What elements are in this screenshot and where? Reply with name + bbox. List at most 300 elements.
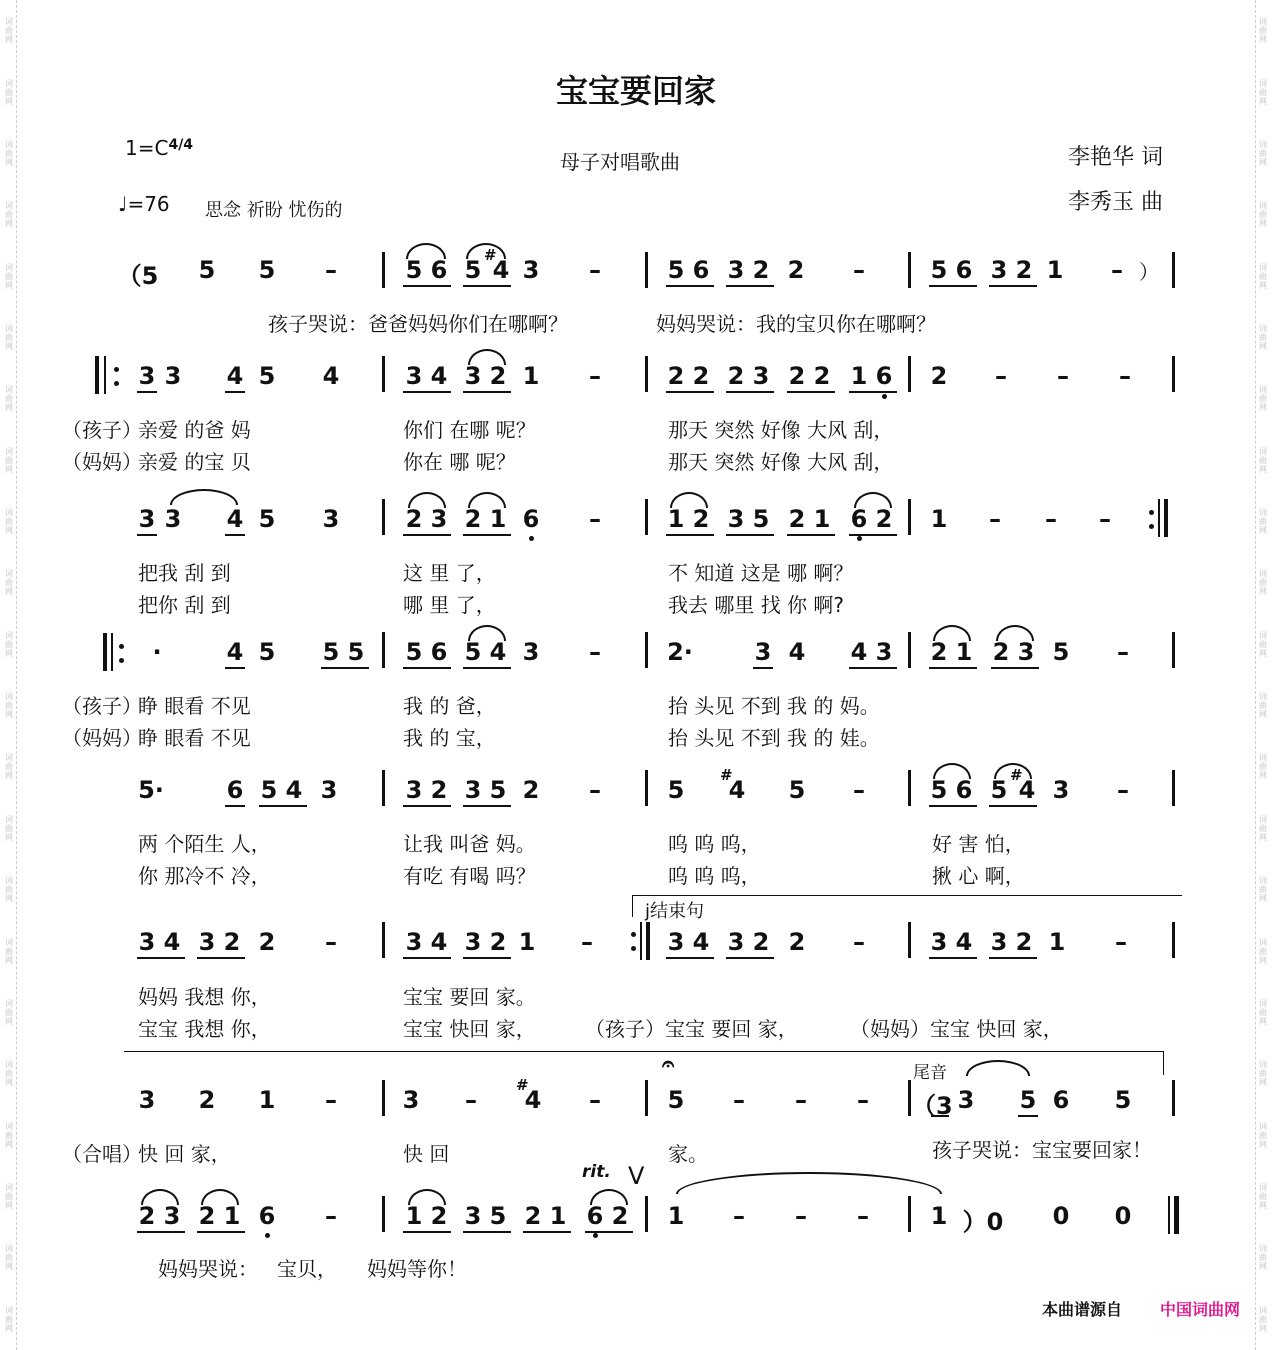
note: 2 (430, 1202, 448, 1230)
barline (382, 770, 385, 806)
slur (994, 763, 1032, 779)
barline (382, 499, 385, 535)
note: 3 (1017, 638, 1035, 666)
note: 2 (788, 505, 806, 533)
repeat-end-barline (1158, 499, 1160, 537)
lyric-line: 宝宝 我想 你， (138, 1017, 271, 1041)
note: 4 (788, 638, 806, 666)
ending-bracket (632, 895, 633, 917)
note: – (1099, 505, 1111, 533)
composer-credit: 李秀玉 曲 (1068, 190, 1163, 215)
lyric-line: 睁 眼看 不见 (138, 726, 251, 750)
underline (197, 1231, 245, 1233)
note: 3 (138, 1086, 156, 1114)
note: 2 (405, 505, 423, 533)
lyric-line: 我去 哪里 找 你 啊? (668, 593, 845, 617)
repeat-end-barline (640, 922, 642, 960)
note: 5 (930, 256, 948, 284)
barline (645, 632, 648, 668)
underline (929, 957, 977, 959)
barline (1172, 922, 1175, 958)
label-child: （孩子） (62, 694, 142, 718)
note: 4 (430, 928, 448, 956)
note: 2 (930, 638, 948, 666)
barline (645, 1196, 648, 1232)
note: 2 (524, 1202, 542, 1230)
underline (321, 667, 369, 669)
repeat-start-barline (95, 356, 99, 394)
underline (137, 957, 185, 959)
underline (463, 805, 511, 807)
underline (463, 957, 511, 959)
barline (908, 632, 911, 668)
slur (854, 492, 892, 508)
repeat-dot (119, 658, 124, 663)
note: 3 (405, 776, 423, 804)
lyric-line: 把我 刮 到 (138, 561, 231, 585)
note: 6 (692, 256, 710, 284)
note: – (795, 1202, 807, 1230)
note: 5 (990, 776, 1008, 804)
breath-mark-icon: V (628, 1162, 645, 1190)
underline (137, 534, 157, 536)
underline (666, 285, 714, 287)
barline (908, 1080, 911, 1116)
barline (1172, 632, 1175, 668)
note: 3 (667, 928, 685, 956)
source-site-link[interactable]: 中国词曲网 (1159, 1300, 1240, 1319)
tempo-marking: ♩=76 (118, 192, 170, 216)
underline (225, 805, 245, 807)
subtitle: 母子对唱歌曲 (560, 150, 680, 174)
underline (991, 667, 1039, 669)
repeat-dot (1149, 510, 1154, 515)
note: 1 (489, 505, 507, 533)
slur (466, 243, 506, 259)
note: – (589, 362, 601, 390)
underline (403, 285, 451, 287)
slur (170, 489, 238, 505)
lyric-line: （妈妈）宝宝 快回 家， (850, 1017, 1063, 1041)
note: 2 (138, 1202, 156, 1230)
slur (933, 625, 971, 641)
lyric-line: 有吃 有喝 吗？ (403, 864, 536, 888)
note: – (589, 505, 601, 533)
spoken-intro-mother: 妈妈哭说：我的宝贝你在哪啊？ (656, 312, 936, 336)
note: 1 (930, 505, 948, 533)
barline (645, 1080, 648, 1116)
note: 3 (138, 362, 156, 390)
barline (382, 356, 385, 392)
lower-octave-dot (529, 536, 534, 541)
note: 3 (752, 362, 770, 390)
note: 5 (258, 505, 276, 533)
underline (225, 534, 245, 536)
lyric-line: 宝宝 快回 家， (403, 1017, 536, 1041)
note: 6 (955, 256, 973, 284)
note: （3 (912, 1092, 953, 1120)
note: – (1117, 638, 1129, 666)
note: 3 (164, 362, 182, 390)
lyric-line: 妈妈 我想 你， (138, 985, 271, 1009)
note: 6 (430, 638, 448, 666)
note: 2 (430, 776, 448, 804)
repeat-dot (119, 644, 124, 649)
note: 2 (489, 928, 507, 956)
slur (408, 492, 446, 508)
note: 3 (727, 505, 745, 533)
label-mother: （妈妈） (62, 726, 142, 750)
note: 6 (1052, 1086, 1070, 1114)
underline (585, 1231, 633, 1233)
underline (403, 391, 451, 393)
barline (645, 499, 648, 535)
note: 1 (813, 505, 831, 533)
underline (403, 667, 451, 669)
lyric-line: 我 的 宝， (403, 726, 496, 750)
slur (590, 1189, 628, 1205)
slur (966, 1060, 1030, 1076)
lyric-line: 你 那冷不 冷， (138, 864, 271, 888)
lyric-line: 抬 头见 不到 我 的 娃。 (668, 726, 880, 750)
note: 5 (260, 776, 278, 804)
note: 3 (464, 928, 482, 956)
lyric-line: 哪 里 了， (403, 593, 496, 617)
note: · (152, 638, 162, 666)
lyric-line: 抬 头见 不到 我 的 妈。 (668, 694, 880, 718)
note: 6 (586, 1202, 604, 1230)
note: – (733, 1202, 745, 1230)
lyric-line: 好 害 怕， (932, 832, 1025, 856)
note: – (325, 1202, 337, 1230)
underline (463, 1231, 511, 1233)
note: 1 (405, 1202, 423, 1230)
note: 2 (223, 928, 241, 956)
slur (933, 763, 971, 779)
sharp-icon: # (720, 766, 733, 784)
underline (666, 391, 714, 393)
barline (908, 252, 911, 288)
ending-bracket (632, 895, 1182, 896)
note: ）0 (962, 1208, 1004, 1236)
note: 2 (813, 362, 831, 390)
underline (931, 1115, 949, 1117)
note: 5 (667, 1086, 685, 1114)
label-chorus: （合唱） (62, 1142, 142, 1166)
underline (463, 391, 511, 393)
slur (201, 1189, 239, 1205)
note: 5 (930, 776, 948, 804)
lyric-line: 不 知道 这是 哪 啊？ (668, 561, 854, 585)
note: 5 (198, 256, 216, 284)
sharp-icon: # (516, 1076, 529, 1094)
underline (225, 667, 245, 669)
note: 2 (692, 362, 710, 390)
lyricist-credit: 李艳华 词 (1068, 145, 1163, 170)
note: 2 (258, 928, 276, 956)
underline (849, 391, 897, 393)
underline (849, 667, 897, 669)
spoken-outro-mother: 妈妈等你！ (367, 1257, 467, 1281)
sharp-icon: # (484, 246, 497, 264)
note: – (1045, 505, 1057, 533)
note: 2 (522, 776, 540, 804)
note: 3 (464, 1202, 482, 1230)
note: 5 (347, 638, 365, 666)
note: 3 (405, 928, 423, 956)
note: – (1117, 776, 1129, 804)
underline (726, 391, 774, 393)
note: 2 (930, 362, 948, 390)
note: 1 (850, 362, 868, 390)
underline (463, 667, 511, 669)
note: 2 (752, 256, 770, 284)
barline (908, 1196, 911, 1232)
note: 5 (405, 638, 423, 666)
note: 3 (727, 928, 745, 956)
spoken-intro-child: 孩子哭说：爸爸妈妈你们在哪啊？ (268, 312, 568, 336)
note: 3 (957, 1086, 975, 1114)
note: – (853, 776, 865, 804)
underline (463, 285, 511, 287)
note: 2 (1015, 256, 1033, 284)
note: – (589, 776, 601, 804)
note: – (795, 1086, 807, 1114)
note: 4 (728, 776, 746, 804)
note: – (1119, 362, 1131, 390)
barline (1172, 770, 1175, 806)
barline (645, 770, 648, 806)
note: 0 (1114, 1202, 1132, 1230)
note: 5 (667, 776, 685, 804)
repeat-dot (631, 932, 636, 937)
spoken-outro-mother: 妈妈哭说： (158, 1257, 258, 1281)
note: 4 (692, 928, 710, 956)
underline (726, 285, 774, 287)
slur (141, 1189, 179, 1205)
barline (382, 922, 385, 958)
note: 0 (1052, 1202, 1070, 1230)
note: 2 (198, 1202, 216, 1230)
note: 2 (788, 362, 806, 390)
note: – (465, 1086, 477, 1114)
note: 4 (524, 1086, 542, 1114)
lyric-line: 这 里 了， (403, 561, 496, 585)
underline (929, 805, 977, 807)
note: 5 (1052, 638, 1070, 666)
note: 5· (138, 776, 164, 804)
note: 6 (258, 1202, 276, 1230)
underline (753, 667, 773, 669)
lyric-line: 呜 呜 呜， (668, 832, 761, 856)
note: 4 (322, 362, 340, 390)
barline (382, 1080, 385, 1116)
underline (666, 957, 714, 959)
note: 4 (850, 638, 868, 666)
note: 3 (522, 256, 540, 284)
underline (403, 805, 451, 807)
slur (468, 625, 506, 641)
slur (408, 1189, 446, 1205)
final-barline (1174, 1196, 1179, 1234)
note: 3 (990, 256, 1008, 284)
note: 4 (226, 638, 244, 666)
lyric-line: 把你 刮 到 (138, 593, 231, 617)
note: 4 (489, 638, 507, 666)
underline (259, 805, 307, 807)
note: – (581, 928, 593, 956)
note: 6 (522, 505, 540, 533)
lyric-line: 两 个陌生 人， (138, 832, 271, 856)
lyric-line: 家。 (668, 1142, 708, 1166)
note: 2 (489, 362, 507, 390)
note: 3 (322, 505, 340, 533)
sharp-icon: # (1010, 766, 1023, 784)
note: 2 (692, 505, 710, 533)
note: 3 (402, 1086, 420, 1114)
underline (726, 534, 774, 536)
expression-marking: 思念 祈盼 忧伤的 (205, 200, 343, 221)
underline (989, 285, 1037, 287)
lyric-line: 让我 叫爸 妈。 (403, 832, 536, 856)
note: 1 (1046, 256, 1064, 284)
note: 2 (787, 256, 805, 284)
note: – (1111, 256, 1123, 284)
note: – (589, 1086, 601, 1114)
tie (676, 1172, 942, 1194)
note: – (325, 928, 337, 956)
slur (468, 492, 506, 508)
barline (382, 252, 385, 288)
lyric-line: 快 回 家， (138, 1142, 231, 1166)
underline (989, 805, 1037, 807)
underline (225, 391, 245, 393)
note: – (853, 928, 865, 956)
note: 2 (464, 505, 482, 533)
note: （5 (117, 262, 159, 290)
final-barline (1168, 1196, 1170, 1234)
rit-marking: rit. (582, 1162, 611, 1182)
lower-octave-dot (882, 394, 887, 399)
note: 2 (752, 928, 770, 956)
note: 3 (163, 1202, 181, 1230)
note: 3 (522, 638, 540, 666)
note: – (857, 1086, 869, 1114)
note: 3 (727, 256, 745, 284)
note: 1 (223, 1202, 241, 1230)
barline (908, 922, 911, 958)
barline (1172, 356, 1175, 392)
repeat-dot (1149, 524, 1154, 529)
paren-close: ） (1139, 260, 1159, 284)
repeat-dot (114, 367, 119, 372)
lyric-line: （孩子）宝宝 要回 家， (585, 1017, 798, 1041)
note: – (325, 1086, 337, 1114)
note: 1 (667, 1202, 685, 1230)
note: 1 (522, 362, 540, 390)
key-signature: $1=C^{4/4}$ (125, 136, 194, 160)
lyric-line: 快 回 (403, 1142, 450, 1166)
note: – (589, 638, 601, 666)
lyric-line: 宝宝 要回 家。 (403, 985, 536, 1009)
repeat-end-barline (646, 922, 650, 960)
note: 4 (163, 928, 181, 956)
time-signature: 4/4 (168, 137, 194, 153)
note: 6 (850, 505, 868, 533)
barline (908, 499, 911, 535)
note: 3 (464, 776, 482, 804)
note: 1 (930, 1202, 948, 1230)
note: 3 (405, 362, 423, 390)
note: 5 (405, 256, 423, 284)
watermark-strip-right: 词曲网 词曲网 词曲网 词曲网 词曲网 词曲网 词曲网 词曲网 词曲网 词曲网 词曲网 词曲网 词曲网 词曲网 词曲网 词曲网 词曲网 词曲网 词曲网 词曲网 词曲网 词曲网 (1255, 0, 1270, 1350)
barline (382, 1196, 385, 1232)
barline (645, 356, 648, 392)
lyric-line: 那天 突然 好像 大风 刮， (668, 450, 894, 474)
note: 5 (322, 638, 340, 666)
note: 2 (992, 638, 1010, 666)
underline (849, 534, 897, 536)
note: 5 (788, 776, 806, 804)
lyric-line: 你们 在哪 呢？ (403, 418, 536, 442)
note: 1 (1048, 928, 1066, 956)
note: 3 (1052, 776, 1070, 804)
note: 1 (549, 1202, 567, 1230)
lyric-line: 亲爱 的宝 贝 (138, 450, 251, 474)
barline (908, 356, 911, 392)
note: – (1115, 928, 1127, 956)
note: – (995, 362, 1007, 390)
note: 4 (492, 256, 510, 284)
repeat-start-barline (111, 633, 113, 671)
note: 5 (258, 256, 276, 284)
note: 5 (1019, 1086, 1037, 1114)
note: 6 (226, 776, 244, 804)
note: 3 (754, 638, 772, 666)
underline (523, 1231, 571, 1233)
spoken-outro-child: 孩子哭说：宝宝要回家！ (932, 1138, 1152, 1162)
underline (403, 534, 451, 536)
underline (989, 957, 1037, 959)
note: 5 (489, 776, 507, 804)
note: 2· (667, 638, 693, 666)
note: – (1057, 362, 1069, 390)
note: 5 (258, 638, 276, 666)
underline (137, 1231, 185, 1233)
note: 6 (955, 776, 973, 804)
slur (996, 625, 1034, 641)
note: 5 (1114, 1086, 1132, 1114)
note: 3 (464, 362, 482, 390)
underline (666, 534, 714, 536)
lyric-line: 那天 突然 好像 大风 刮， (668, 418, 894, 442)
lyric-line: 亲爱 的爸 妈 (138, 418, 251, 442)
lower-octave-dot (265, 1233, 270, 1238)
note: 1 (258, 1086, 276, 1114)
underline (929, 667, 977, 669)
coda-bracket (1163, 1051, 1164, 1075)
note: – (589, 256, 601, 284)
note: 3 (164, 505, 182, 533)
spoken-outro-mother: 宝贝， (277, 1257, 337, 1281)
note: 1 (955, 638, 973, 666)
underline (726, 957, 774, 959)
note: 5 (464, 256, 482, 284)
note: 2 (198, 1086, 216, 1114)
note: 3 (430, 505, 448, 533)
repeat-start-barline (104, 356, 106, 394)
underline (403, 957, 451, 959)
